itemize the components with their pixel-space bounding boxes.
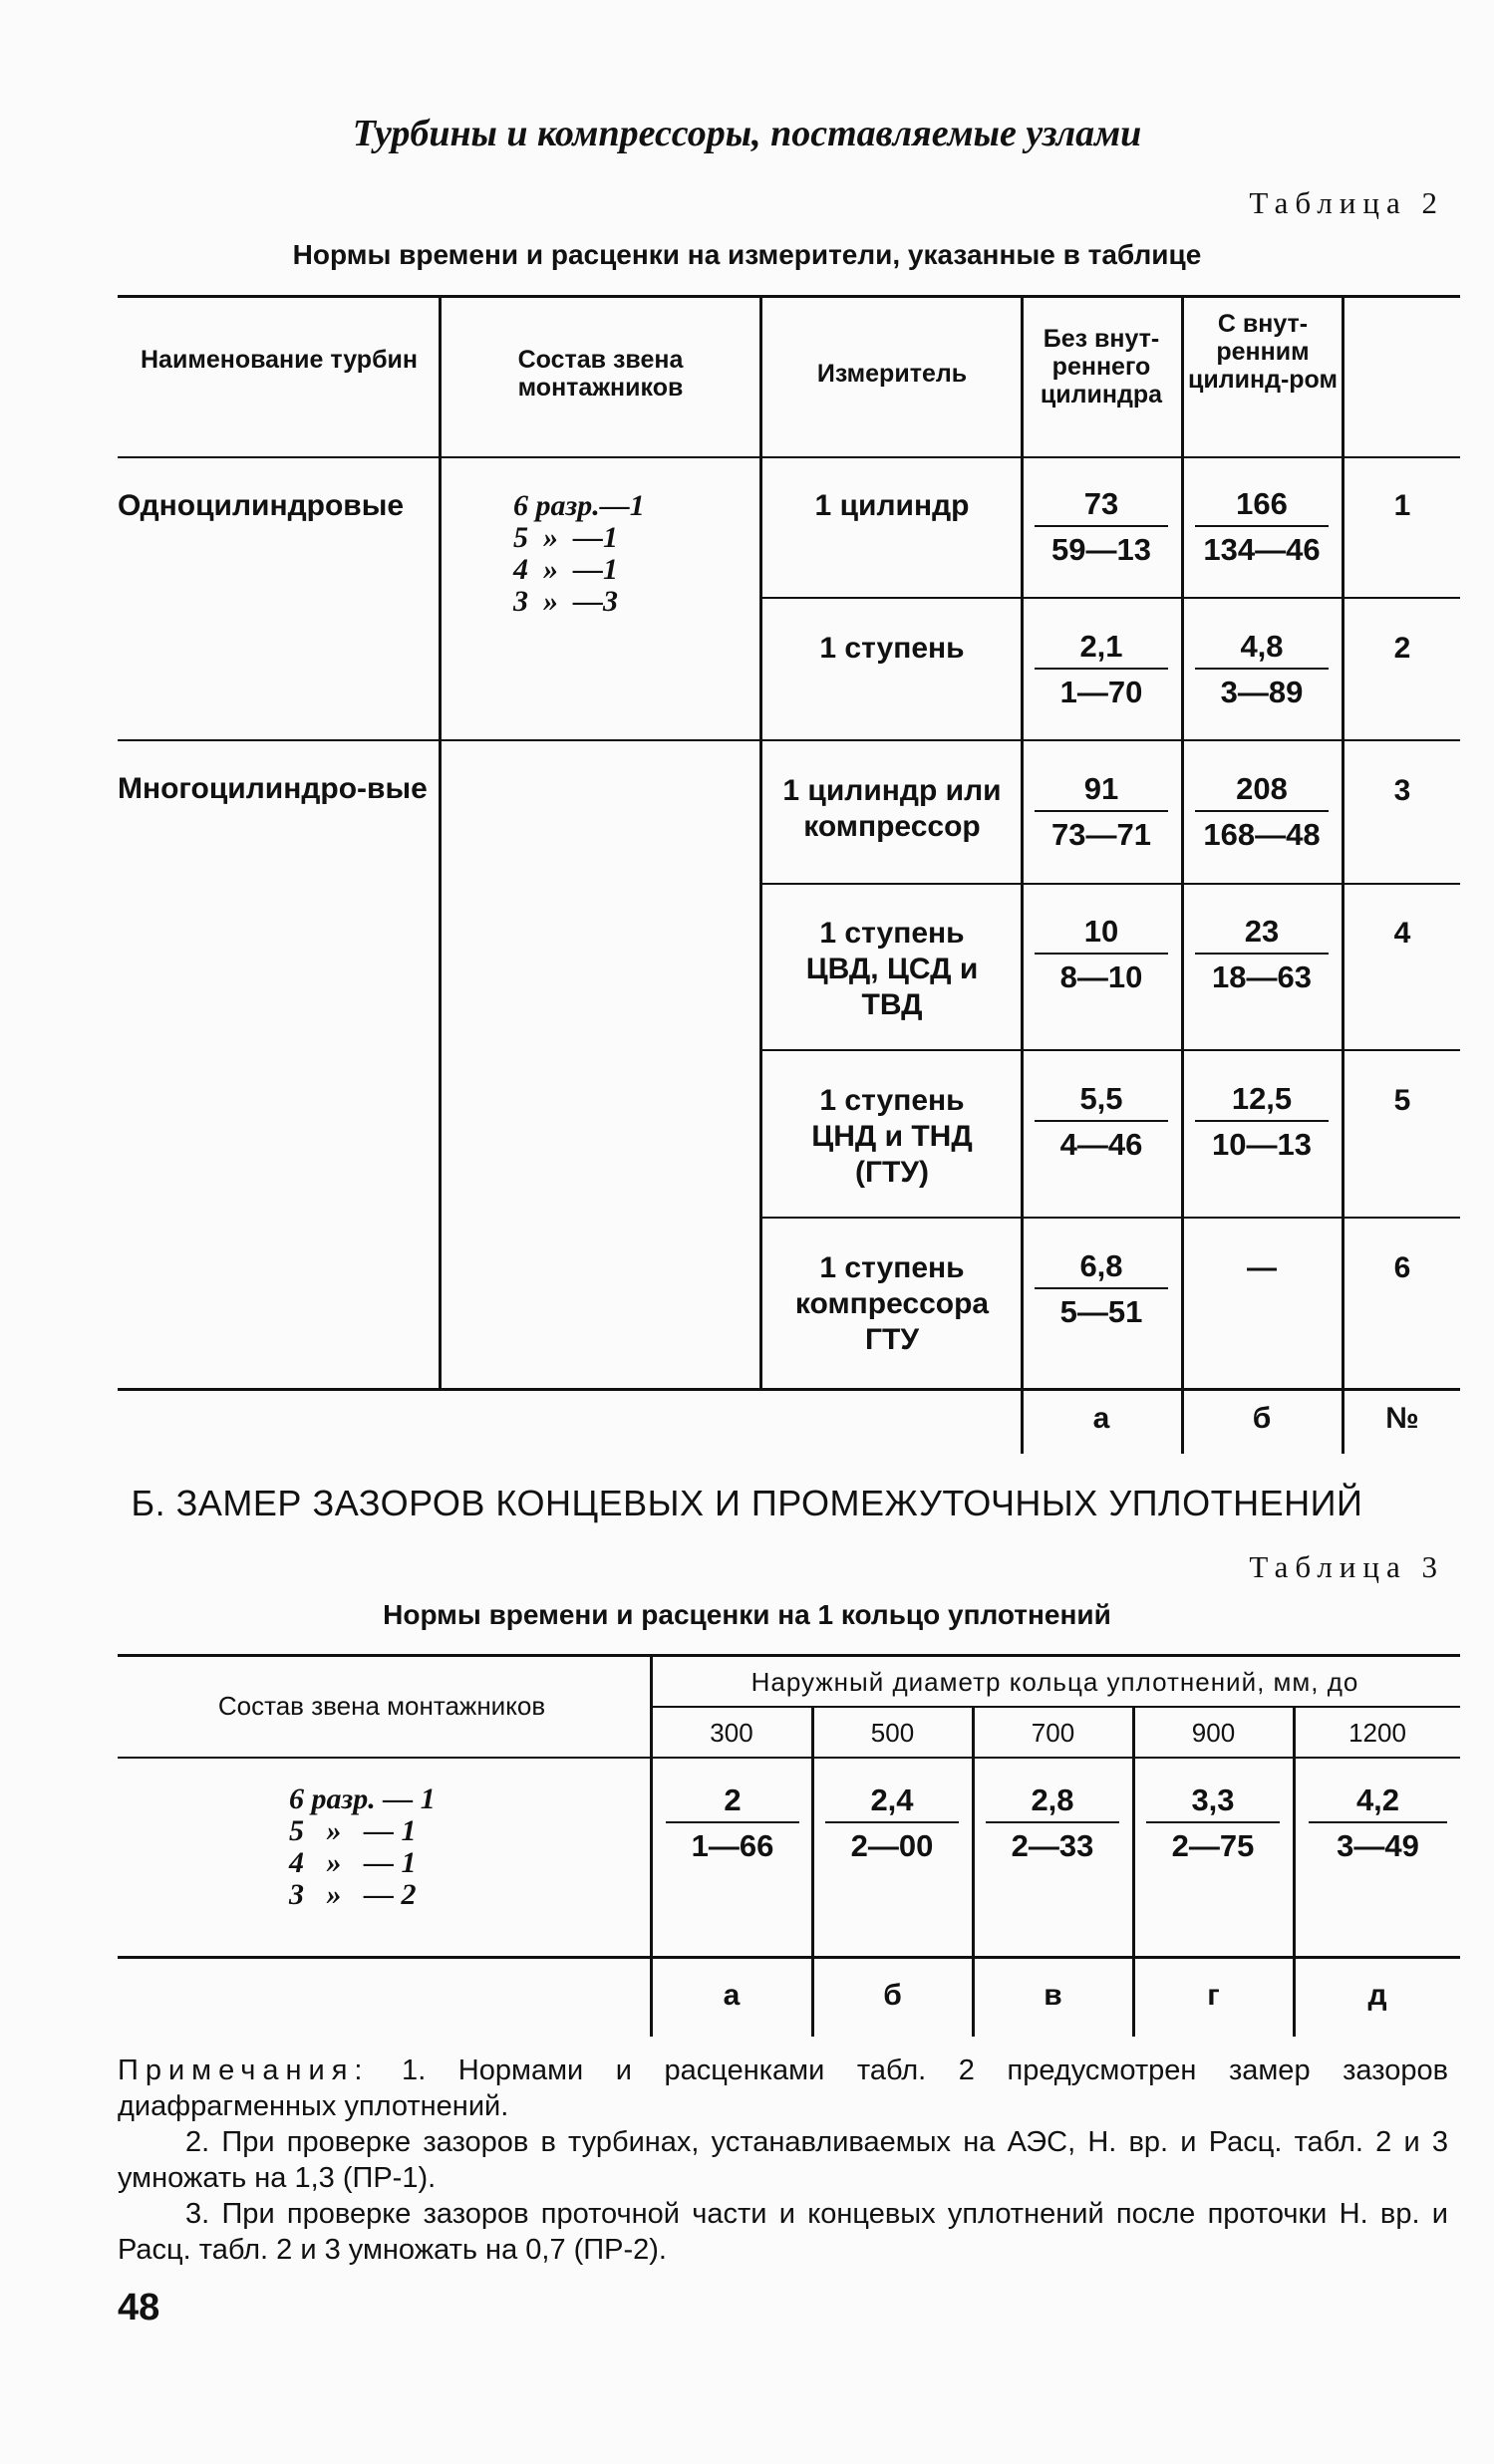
empty-dash: —	[1247, 1251, 1277, 1284]
column-label-b: б	[883, 1979, 902, 2012]
table2-label: Таблица 2	[1249, 185, 1444, 220]
section-b-title: Б. ЗАМЕР ЗАЗОРОВ КОНЦЕВЫХ И ПРОМЕЖУТОЧНЫХ УПЛОТНЕНИЙ	[131, 1483, 1363, 1523]
fraction-b: 4,8 3—89	[1187, 628, 1337, 711]
group-single-cylinder: Одноцилиндровые	[118, 489, 405, 522]
row-number: 6	[1393, 1251, 1411, 1284]
note-1	[118, 2053, 1448, 2124]
meter-cell: 1 ступень ЦНД и ТНД (ГТУ)	[811, 1084, 973, 1189]
diameter-1200: 1200	[1348, 1718, 1406, 1748]
header-meter: Измеритель	[816, 360, 968, 388]
note-1-text: 1. Нормами и расценками табл. 2 предусмотрен замер зазоров диафрагменных уплотнений.	[118, 2054, 1448, 2122]
fraction-a: 2,1 1—70	[1027, 628, 1176, 711]
fraction-a: 91 73—71	[1027, 770, 1176, 854]
fraction-500: 2,4 2—00	[817, 1781, 967, 1865]
fraction-b: 12,5 10—13	[1187, 1080, 1337, 1164]
meter-cell: 1 ступень компрессора ГТУ	[794, 1251, 990, 1356]
row-number: 5	[1393, 1084, 1411, 1117]
table3-caption: Нормы времени и расценки на 1 кольцо уплотнений	[383, 1599, 1111, 1630]
header-without-inner: Без внут-реннего цилиндра	[1040, 325, 1163, 409]
fraction-300: 2 1—66	[658, 1781, 807, 1865]
fraction-b: 208 168—48	[1187, 770, 1337, 854]
page-number: 48	[118, 2287, 160, 2328]
diameter-300: 300	[710, 1718, 753, 1748]
meter-cell: 1 цилиндр или компрессор	[782, 774, 1002, 843]
column-label-number: №	[1385, 1402, 1419, 1435]
column-label-g: г	[1207, 1979, 1220, 2012]
notes	[118, 2053, 1448, 2268]
row-number: 2	[1393, 632, 1411, 665]
table3-header-crew: Состав звена монтажников	[217, 1691, 546, 1721]
meter-cell: 1 ступень ЦВД, ЦСД и ТВД	[805, 917, 979, 1021]
column-label-a: а	[1092, 1402, 1110, 1435]
crew-composition: 6 разр.—1 5 » —1 4 » —1 3 » —3	[513, 489, 645, 618]
table3-header-diameter: Наружный диаметр кольца уплотнений, мм, до	[750, 1667, 1359, 1697]
fraction-a: 73 59—13	[1027, 485, 1176, 569]
column-label-d: д	[1367, 1979, 1387, 2012]
group-multi-cylinder: Многоцилиндро-вые	[118, 772, 428, 805]
fraction-900: 3,3 2—75	[1138, 1781, 1288, 1865]
column-label-v: в	[1044, 1979, 1062, 2012]
row-number: 3	[1393, 774, 1411, 807]
header-crew: Состав звена монтажников	[517, 346, 684, 402]
diameter-900: 900	[1191, 1718, 1236, 1748]
meter-cell: 1 ступень	[819, 632, 965, 665]
note-3: 3. При проверке зазоров проточной части и концевых уплотнений после проточки Н. вр. и Расц. табл. 2 и 3 умножать на 0,7 (ПР-2).	[118, 2198, 1448, 2266]
fraction-b: 166 134—46	[1187, 485, 1337, 569]
diameter-700: 700	[1031, 1718, 1075, 1748]
fraction-a: 6,8 5—51	[1027, 1247, 1176, 1331]
fraction-1200: 4,2 3—49	[1301, 1781, 1455, 1865]
table2-caption: Нормы времени и расценки на измерители, указанные в таблице	[292, 239, 1202, 270]
column-label-a: а	[723, 1979, 741, 2012]
row-number: 1	[1393, 489, 1411, 522]
notes-title: Примечания:	[118, 2054, 370, 2086]
section-heading: Турбины и компрессоры, поставляемые узлами	[352, 113, 1142, 154]
fraction-a: 10 8—10	[1027, 913, 1176, 996]
table3-label: Таблица 3	[1249, 1549, 1444, 1584]
meter-cell: 1 цилиндр	[814, 489, 970, 522]
fraction-b: 23 18—63	[1187, 913, 1337, 996]
fraction-a: 5,5 4—46	[1027, 1080, 1176, 1164]
diameter-500: 500	[870, 1718, 915, 1748]
fraction-700: 2,8 2—33	[978, 1781, 1127, 1865]
note-2: 2. При проверке зазоров в турбинах, устанавливаемых на АЭС, Н. вр. и Расц. табл. 2 и 3 умножать на 1,3 (ПР-1).	[118, 2126, 1448, 2194]
column-label-b: б	[1252, 1402, 1272, 1435]
header-with-inner: С внут-ренним цилинд-ром	[1188, 310, 1338, 394]
table3-crew: 6 разр. — 1 5 » — 1 4 » — 1 3 » — 2	[289, 1782, 436, 1911]
header-name: Наименование турбин	[141, 346, 418, 374]
row-number: 4	[1393, 917, 1411, 950]
